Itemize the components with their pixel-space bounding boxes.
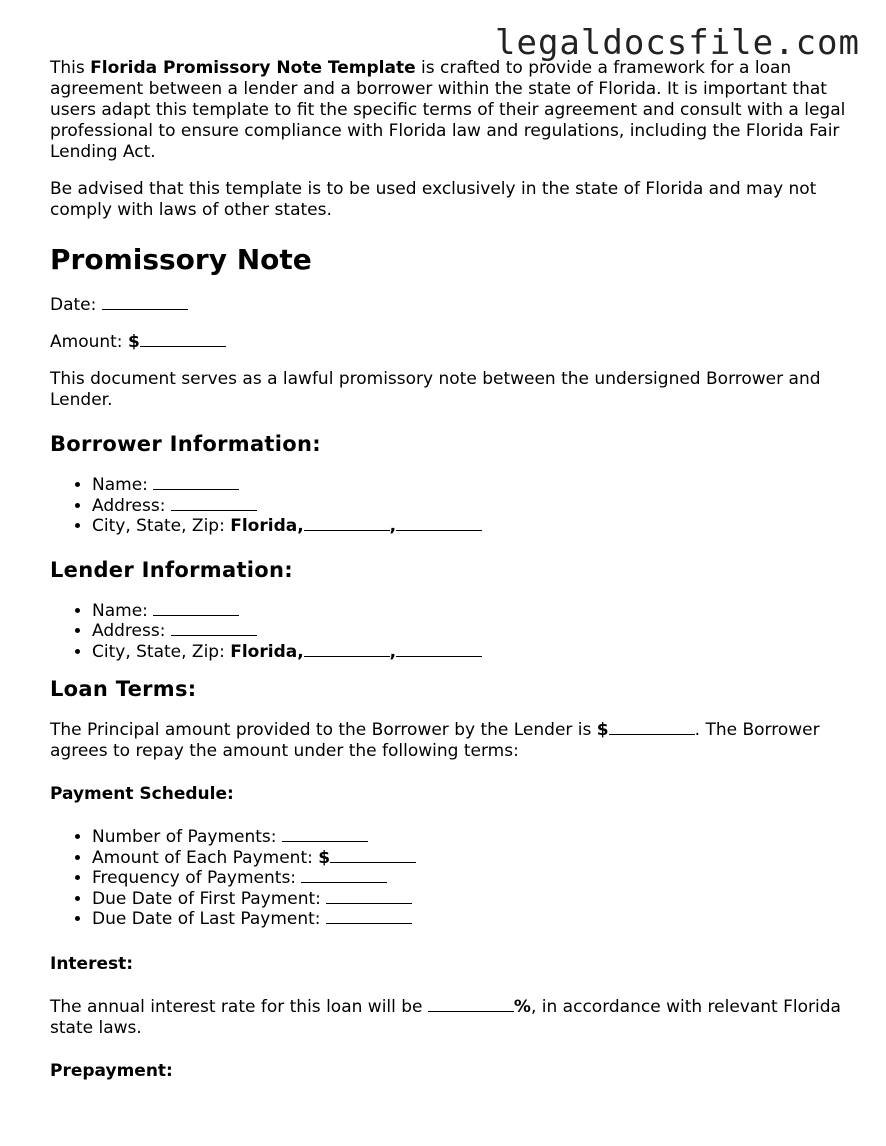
payment-amount-label: Amount of Each Payment:: [92, 847, 319, 868]
lender-name-blank: [153, 601, 239, 616]
borrower-comma: ,: [389, 516, 397, 536]
amount-blank: [140, 332, 226, 347]
borrower-name-label: Name:: [92, 475, 154, 495]
date-label: Date:: [50, 295, 102, 315]
lender-state: Florida,: [230, 641, 304, 662]
lender-csz-item: [92, 642, 850, 663]
borrower-address-item: [92, 496, 850, 517]
prepayment-heading: Prepayment:: [50, 1060, 173, 1081]
date-blank: [102, 295, 188, 310]
interest-percent-sign: %: [513, 996, 531, 1017]
intro-template-name: Florida Promissory Note Template: [90, 58, 416, 78]
borrower-csz-label: City, State, Zip:: [92, 516, 231, 536]
lender-comma: ,: [389, 641, 397, 662]
borrower-state: Florida,: [230, 516, 304, 536]
amount-dollar-sign: $: [127, 332, 140, 352]
interest-text-after: , in accordance with relevant Florida state laws.: [50, 996, 841, 1038]
borrower-name-item: [92, 475, 850, 496]
lender-name-label: Name:: [92, 600, 154, 621]
lender-list: [50, 601, 850, 663]
borrower-address-blank: [171, 496, 257, 511]
payment-schedule-heading: Payment Schedule:: [50, 784, 234, 804]
watermark-logo: legaldocsfile.com: [495, 23, 860, 63]
borrower-list: [50, 475, 850, 537]
payment-frequency-item: [92, 868, 850, 889]
lender-city-blank: [304, 642, 390, 657]
payment-frequency-blank: [301, 868, 387, 883]
date-line: [50, 295, 850, 316]
amount-line: [50, 332, 850, 353]
lender-csz-label: City, State, Zip:: [92, 641, 231, 662]
payment-frequency-label: Frequency of Payments:: [92, 868, 302, 888]
borrower-heading: Borrower Information:: [50, 432, 321, 456]
last-payment-label: Due Date of Last Payment:: [92, 909, 326, 929]
borrower-address-label: Address:: [92, 495, 171, 516]
interest-rate-blank: [428, 997, 514, 1012]
lender-name-item: [92, 601, 850, 622]
borrower-csz-item: [92, 516, 850, 537]
intro-paragraph: [50, 58, 850, 163]
note-statement: This document serves as a lawful promissory note between the undersigned Borrower and Lender.: [50, 369, 821, 410]
principal-text-after: . The Borrower agrees to repay the amount under the following terms:: [50, 720, 820, 761]
payment-count-label: Number of Payments:: [92, 827, 282, 847]
borrower-zip-blank: [396, 516, 482, 531]
payment-amount-item: [92, 848, 850, 869]
lender-address-item: [92, 621, 850, 642]
payment-count-item: [92, 827, 850, 848]
payment-amount-dollar-sign: $: [318, 847, 331, 868]
first-payment-label: Due Date of First Payment:: [92, 888, 327, 909]
principal-text: The Principal amount provided to the Borrower by the Lender is: [50, 720, 597, 740]
lender-heading: Lender Information:: [50, 557, 293, 582]
loan-terms-heading: Loan Terms:: [50, 677, 197, 701]
interest-text: The annual interest rate for this loan will be: [50, 996, 428, 1017]
jurisdiction-notice: Be advised that this template is to be used exclusively in the state of Florida and may not comply with laws of other states.: [50, 179, 817, 220]
payment-amount-blank: [330, 848, 416, 863]
intro-text-rest: is crafted to provide a framework for a loan agreement between a lender and a borrower within the state of Florida. It is important that users adapt this template to fit the specific terms of their agreement and consult with a legal professional to ensure compliance with Florida law and regulations, including the Florida Fair Lending Act.: [50, 58, 846, 162]
interest-paragraph: [50, 997, 850, 1039]
last-payment-blank: [326, 909, 412, 924]
last-payment-item: [92, 909, 850, 930]
payment-count-blank: [282, 827, 368, 842]
lender-address-label: Address:: [92, 621, 171, 641]
document-title: Promissory Note: [50, 243, 312, 276]
first-payment-blank: [326, 889, 412, 904]
document-body: [50, 58, 850, 1104]
principal-blank: [609, 720, 695, 735]
payment-schedule-list: [50, 827, 850, 930]
borrower-city-blank: [304, 516, 390, 531]
borrower-name-blank: [153, 475, 239, 490]
principal-dollar-sign: $: [596, 720, 609, 740]
first-payment-item: [92, 889, 850, 910]
amount-label: Amount:: [50, 332, 128, 352]
interest-heading: Interest:: [50, 953, 134, 974]
lender-address-blank: [171, 621, 257, 636]
principal-paragraph: [50, 720, 850, 762]
lender-zip-blank: [396, 642, 482, 657]
intro-text-start: This: [50, 58, 91, 78]
